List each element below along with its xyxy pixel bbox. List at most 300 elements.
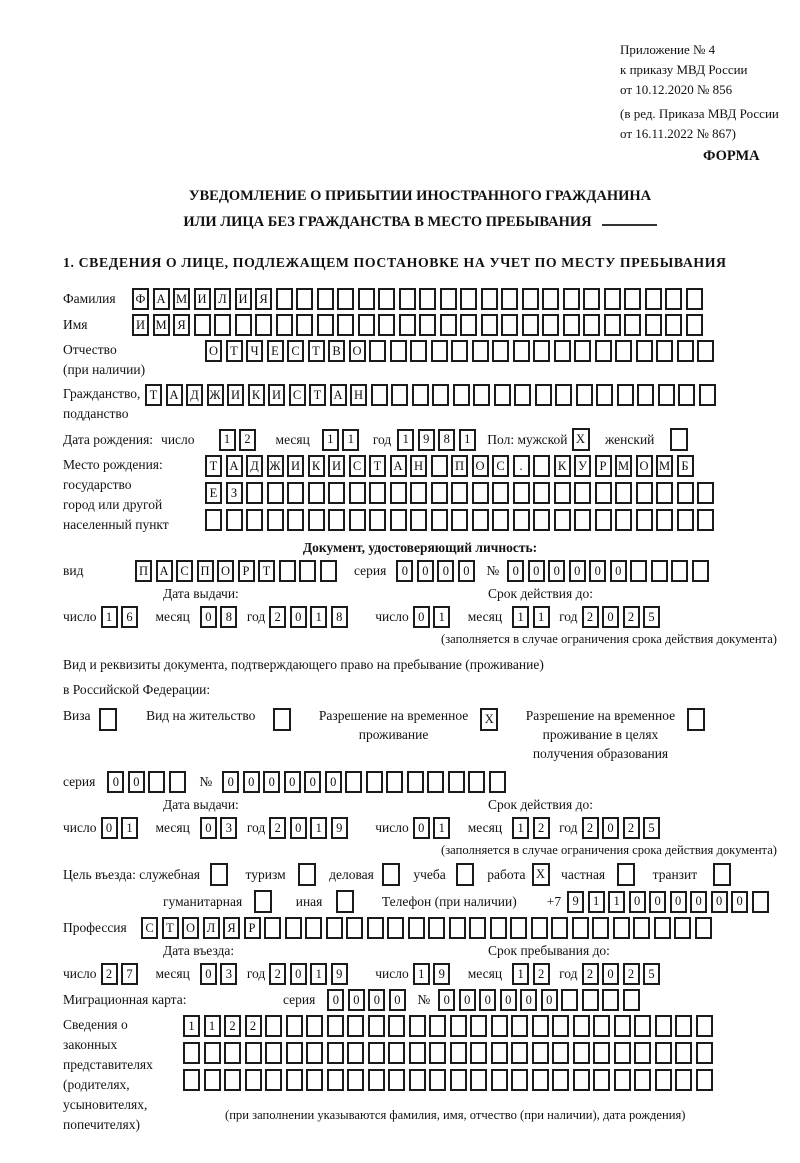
char-cell[interactable]: 0 — [569, 560, 586, 582]
char-cell[interactable]: К — [554, 455, 571, 477]
char-cell[interactable]: П — [451, 455, 468, 477]
char-cell[interactable] — [255, 314, 272, 336]
char-cell[interactable]: 2 — [269, 963, 286, 985]
char-cell[interactable] — [412, 384, 429, 406]
char-cell[interactable] — [624, 288, 641, 310]
char-cell[interactable] — [582, 989, 599, 1011]
char-cell[interactable] — [326, 917, 343, 939]
char-cell[interactable] — [285, 917, 302, 939]
char-cell[interactable] — [428, 917, 445, 939]
char-cell[interactable] — [345, 771, 362, 793]
char-cell[interactable]: Ж — [267, 455, 284, 477]
char-cell[interactable] — [337, 288, 354, 310]
char-cell[interactable] — [327, 1042, 344, 1064]
char-cell[interactable] — [532, 1069, 549, 1091]
char-cell[interactable] — [204, 1069, 221, 1091]
char-cell[interactable]: 1 — [588, 891, 605, 913]
char-cell[interactable] — [204, 1042, 221, 1064]
char-cell[interactable] — [552, 1042, 569, 1064]
char-cell[interactable]: 0 — [711, 891, 728, 913]
char-cell[interactable] — [595, 509, 612, 531]
char-cell[interactable] — [583, 314, 600, 336]
char-cell[interactable] — [450, 1042, 467, 1064]
char-cell[interactable]: Е — [267, 340, 284, 362]
char-cell[interactable] — [513, 340, 530, 362]
char-cell[interactable] — [183, 1069, 200, 1091]
char-cell[interactable]: 0 — [101, 817, 118, 839]
char-cell[interactable]: 0 — [290, 817, 307, 839]
char-cell[interactable] — [473, 384, 490, 406]
char-cell[interactable] — [630, 560, 647, 582]
char-cell[interactable] — [602, 989, 619, 1011]
char-cell[interactable] — [347, 1042, 364, 1064]
char-cell[interactable] — [522, 314, 539, 336]
char-cell[interactable] — [235, 314, 252, 336]
char-cell[interactable] — [382, 863, 400, 886]
char-cell[interactable]: Н — [350, 384, 367, 406]
char-cell[interactable]: 2 — [239, 429, 256, 451]
char-cell[interactable] — [410, 340, 427, 362]
char-cell[interactable] — [511, 1015, 528, 1037]
char-cell[interactable] — [369, 340, 386, 362]
char-cell[interactable]: Л — [214, 288, 231, 310]
char-cell[interactable]: И — [235, 288, 252, 310]
char-cell[interactable]: С — [287, 340, 304, 362]
char-cell[interactable] — [552, 1015, 569, 1037]
char-cell[interactable]: 8 — [331, 606, 348, 628]
char-cell[interactable]: 0 — [413, 817, 430, 839]
char-cell[interactable] — [468, 771, 485, 793]
char-cell[interactable]: Б — [677, 455, 694, 477]
char-cell[interactable]: Т — [145, 384, 162, 406]
char-cell[interactable]: Л — [203, 917, 220, 939]
char-cell[interactable] — [573, 1015, 590, 1037]
char-cell[interactable] — [349, 509, 366, 531]
char-cell[interactable]: Т — [308, 340, 325, 362]
char-cell[interactable] — [429, 1015, 446, 1037]
char-cell[interactable]: 2 — [224, 1015, 241, 1037]
char-cell[interactable] — [469, 917, 486, 939]
char-cell[interactable] — [449, 917, 466, 939]
char-cell[interactable] — [533, 509, 550, 531]
char-cell[interactable] — [286, 1015, 303, 1037]
char-cell[interactable]: 7 — [121, 963, 138, 985]
char-cell[interactable] — [408, 917, 425, 939]
char-cell[interactable]: 1 — [121, 817, 138, 839]
char-cell[interactable] — [450, 1015, 467, 1037]
char-cell[interactable] — [264, 917, 281, 939]
char-cell[interactable] — [226, 509, 243, 531]
char-cell[interactable]: 1 — [310, 963, 327, 985]
char-cell[interactable]: 0 — [500, 989, 517, 1011]
char-cell[interactable]: 0 — [396, 560, 413, 582]
char-cell[interactable] — [431, 340, 448, 362]
char-cell[interactable] — [429, 1069, 446, 1091]
char-cell[interactable] — [492, 340, 509, 362]
char-cell[interactable]: 1 — [433, 606, 450, 628]
char-cell[interactable]: Д — [246, 455, 263, 477]
char-cell[interactable] — [492, 509, 509, 531]
char-cell[interactable]: М — [615, 455, 632, 477]
char-cell[interactable]: Я — [173, 314, 190, 336]
char-cell[interactable]: 0 — [731, 891, 748, 913]
char-cell[interactable] — [692, 560, 709, 582]
char-cell[interactable] — [678, 384, 695, 406]
char-cell[interactable] — [298, 863, 316, 886]
char-cell[interactable] — [328, 482, 345, 504]
char-cell[interactable]: К — [308, 455, 325, 477]
char-cell[interactable] — [99, 708, 117, 731]
char-cell[interactable] — [554, 509, 571, 531]
char-cell[interactable]: . — [513, 455, 530, 477]
char-cell[interactable] — [148, 771, 165, 793]
char-cell[interactable]: С — [289, 384, 306, 406]
char-cell[interactable] — [489, 771, 506, 793]
char-cell[interactable] — [317, 288, 334, 310]
char-cell[interactable] — [287, 482, 304, 504]
char-cell[interactable] — [675, 1069, 692, 1091]
char-cell[interactable] — [686, 314, 703, 336]
char-cell[interactable]: 0 — [263, 771, 280, 793]
char-cell[interactable] — [470, 1069, 487, 1091]
char-cell[interactable] — [386, 771, 403, 793]
char-cell[interactable]: 0 — [670, 891, 687, 913]
char-cell[interactable]: 0 — [548, 560, 565, 582]
char-cell[interactable] — [563, 314, 580, 336]
char-cell[interactable] — [183, 1042, 200, 1064]
char-cell[interactable] — [604, 314, 621, 336]
char-cell[interactable] — [510, 917, 527, 939]
char-cell[interactable]: 1 — [512, 963, 529, 985]
char-cell[interactable]: 1 — [310, 817, 327, 839]
char-cell[interactable]: 0 — [589, 560, 606, 582]
char-cell[interactable]: 0 — [325, 771, 342, 793]
char-cell[interactable]: 5 — [643, 606, 660, 628]
char-cell[interactable] — [267, 482, 284, 504]
char-cell[interactable] — [470, 1015, 487, 1037]
char-cell[interactable] — [472, 509, 489, 531]
char-cell[interactable] — [378, 314, 395, 336]
char-cell[interactable] — [511, 1069, 528, 1091]
char-cell[interactable]: 0 — [200, 606, 217, 628]
char-cell[interactable]: Д — [186, 384, 203, 406]
char-cell[interactable]: О — [472, 455, 489, 477]
char-cell[interactable]: Т — [309, 384, 326, 406]
char-cell[interactable] — [286, 1069, 303, 1091]
char-cell[interactable] — [390, 482, 407, 504]
char-cell[interactable] — [677, 509, 694, 531]
char-cell[interactable] — [645, 314, 662, 336]
char-cell[interactable]: 2 — [269, 606, 286, 628]
char-cell[interactable]: В — [328, 340, 345, 362]
char-cell[interactable] — [245, 1069, 262, 1091]
char-cell[interactable] — [347, 1015, 364, 1037]
char-cell[interactable] — [440, 288, 457, 310]
char-cell[interactable]: 0 — [200, 817, 217, 839]
char-cell[interactable] — [671, 560, 688, 582]
char-cell[interactable] — [388, 1042, 405, 1064]
char-cell[interactable]: И — [328, 455, 345, 477]
char-cell[interactable] — [531, 917, 548, 939]
char-cell[interactable]: 2 — [245, 1015, 262, 1037]
char-cell[interactable]: 9 — [433, 963, 450, 985]
char-cell[interactable]: 1 — [533, 606, 550, 628]
char-cell[interactable]: 1 — [101, 606, 118, 628]
char-cell[interactable] — [306, 1042, 323, 1064]
char-cell[interactable] — [687, 708, 705, 731]
char-cell[interactable]: 0 — [458, 560, 475, 582]
char-cell[interactable] — [615, 509, 632, 531]
char-cell[interactable]: 0 — [417, 560, 434, 582]
char-cell[interactable] — [674, 917, 691, 939]
char-cell[interactable]: 2 — [582, 606, 599, 628]
char-cell[interactable] — [624, 314, 641, 336]
char-cell[interactable] — [713, 863, 731, 886]
char-cell[interactable] — [453, 384, 470, 406]
char-cell[interactable] — [419, 288, 436, 310]
char-cell[interactable]: 2 — [101, 963, 118, 985]
char-cell[interactable] — [655, 1069, 672, 1091]
char-cell[interactable]: С — [176, 560, 193, 582]
char-cell[interactable] — [542, 288, 559, 310]
char-cell[interactable] — [623, 989, 640, 1011]
char-cell[interactable]: 1 — [342, 429, 359, 451]
char-cell[interactable]: 0 — [610, 560, 627, 582]
char-cell[interactable] — [358, 314, 375, 336]
char-cell[interactable] — [409, 1042, 426, 1064]
char-cell[interactable] — [697, 509, 714, 531]
char-cell[interactable] — [460, 288, 477, 310]
char-cell[interactable]: 1 — [413, 963, 430, 985]
char-cell[interactable] — [656, 340, 673, 362]
char-cell[interactable]: 9 — [331, 963, 348, 985]
char-cell[interactable] — [554, 482, 571, 504]
char-cell[interactable]: X — [572, 428, 590, 451]
char-cell[interactable] — [697, 340, 714, 362]
char-cell[interactable] — [656, 482, 673, 504]
char-cell[interactable] — [533, 340, 550, 362]
char-cell[interactable]: 1 — [608, 891, 625, 913]
char-cell[interactable]: И — [287, 455, 304, 477]
char-cell[interactable]: 0 — [479, 989, 496, 1011]
char-cell[interactable] — [654, 917, 671, 939]
char-cell[interactable]: 2 — [533, 817, 550, 839]
char-cell[interactable] — [369, 509, 386, 531]
char-cell[interactable] — [267, 509, 284, 531]
char-cell[interactable] — [308, 482, 325, 504]
char-cell[interactable] — [286, 1042, 303, 1064]
char-cell[interactable]: 0 — [528, 560, 545, 582]
char-cell[interactable] — [665, 314, 682, 336]
char-cell[interactable] — [320, 560, 337, 582]
char-cell[interactable] — [574, 340, 591, 362]
char-cell[interactable] — [308, 509, 325, 531]
char-cell[interactable]: М — [173, 288, 190, 310]
char-cell[interactable] — [410, 509, 427, 531]
char-cell[interactable]: Т — [369, 455, 386, 477]
char-cell[interactable]: 6 — [121, 606, 138, 628]
char-cell[interactable]: 1 — [183, 1015, 200, 1037]
char-cell[interactable]: И — [268, 384, 285, 406]
char-cell[interactable]: 1 — [512, 817, 529, 839]
char-cell[interactable] — [328, 509, 345, 531]
char-cell[interactable]: Я — [255, 288, 272, 310]
char-cell[interactable] — [614, 1042, 631, 1064]
char-cell[interactable]: П — [197, 560, 214, 582]
char-cell[interactable]: С — [141, 917, 158, 939]
char-cell[interactable] — [637, 384, 654, 406]
char-cell[interactable]: 0 — [290, 606, 307, 628]
char-cell[interactable] — [697, 482, 714, 504]
char-cell[interactable]: 0 — [520, 989, 537, 1011]
char-cell[interactable] — [427, 771, 444, 793]
char-cell[interactable]: Н — [410, 455, 427, 477]
char-cell[interactable] — [574, 482, 591, 504]
char-cell[interactable]: А — [156, 560, 173, 582]
char-cell[interactable] — [634, 1015, 651, 1037]
char-cell[interactable] — [573, 1042, 590, 1064]
char-cell[interactable]: Т — [205, 455, 222, 477]
char-cell[interactable] — [407, 771, 424, 793]
char-cell[interactable] — [655, 1042, 672, 1064]
char-cell[interactable]: 0 — [629, 891, 646, 913]
char-cell[interactable]: И — [132, 314, 149, 336]
char-cell[interactable]: 1 — [397, 429, 414, 451]
char-cell[interactable]: 8 — [438, 429, 455, 451]
char-cell[interactable] — [532, 1042, 549, 1064]
char-cell[interactable] — [327, 1015, 344, 1037]
char-cell[interactable] — [533, 482, 550, 504]
char-cell[interactable] — [429, 1042, 446, 1064]
char-cell[interactable]: Е — [205, 482, 222, 504]
char-cell[interactable] — [533, 455, 550, 477]
char-cell[interactable]: 9 — [418, 429, 435, 451]
char-cell[interactable]: 0 — [602, 817, 619, 839]
char-cell[interactable] — [448, 771, 465, 793]
char-cell[interactable] — [695, 917, 712, 939]
char-cell[interactable] — [658, 384, 675, 406]
char-cell[interactable] — [432, 384, 449, 406]
char-cell[interactable]: А — [330, 384, 347, 406]
char-cell[interactable] — [593, 1042, 610, 1064]
char-cell[interactable] — [596, 384, 613, 406]
char-cell[interactable] — [336, 890, 354, 913]
char-cell[interactable]: 3 — [220, 817, 237, 839]
char-cell[interactable] — [491, 1069, 508, 1091]
char-cell[interactable]: 2 — [623, 606, 640, 628]
char-cell[interactable] — [296, 288, 313, 310]
char-cell[interactable]: О — [182, 917, 199, 939]
char-cell[interactable] — [368, 1042, 385, 1064]
char-cell[interactable] — [276, 314, 293, 336]
char-cell[interactable] — [378, 288, 395, 310]
char-cell[interactable] — [636, 509, 653, 531]
char-cell[interactable] — [273, 708, 291, 731]
char-cell[interactable] — [551, 917, 568, 939]
char-cell[interactable] — [337, 314, 354, 336]
char-cell[interactable] — [494, 384, 511, 406]
char-cell[interactable] — [367, 917, 384, 939]
char-cell[interactable] — [595, 482, 612, 504]
char-cell[interactable]: И — [194, 288, 211, 310]
char-cell[interactable] — [419, 314, 436, 336]
char-cell[interactable]: 1 — [219, 429, 236, 451]
char-cell[interactable]: И — [227, 384, 244, 406]
char-cell[interactable]: 0 — [541, 989, 558, 1011]
char-cell[interactable]: 0 — [284, 771, 301, 793]
char-cell[interactable] — [514, 384, 531, 406]
char-cell[interactable] — [665, 288, 682, 310]
char-cell[interactable] — [634, 1042, 651, 1064]
char-cell[interactable] — [481, 314, 498, 336]
char-cell[interactable] — [205, 509, 222, 531]
char-cell[interactable] — [615, 340, 632, 362]
char-cell[interactable] — [409, 1015, 426, 1037]
char-cell[interactable]: 0 — [243, 771, 260, 793]
char-cell[interactable] — [451, 509, 468, 531]
char-cell[interactable] — [246, 482, 263, 504]
char-cell[interactable] — [371, 384, 388, 406]
char-cell[interactable]: О — [349, 340, 366, 362]
char-cell[interactable] — [440, 314, 457, 336]
char-cell[interactable] — [563, 288, 580, 310]
char-cell[interactable]: Р — [595, 455, 612, 477]
char-cell[interactable] — [450, 1069, 467, 1091]
char-cell[interactable] — [617, 384, 634, 406]
char-cell[interactable] — [636, 340, 653, 362]
char-cell[interactable]: 1 — [433, 817, 450, 839]
char-cell[interactable]: 0 — [690, 891, 707, 913]
char-cell[interactable] — [576, 384, 593, 406]
char-cell[interactable]: 0 — [459, 989, 476, 1011]
char-cell[interactable] — [327, 1069, 344, 1091]
char-cell[interactable] — [574, 509, 591, 531]
char-cell[interactable] — [573, 1069, 590, 1091]
char-cell[interactable]: Т — [258, 560, 275, 582]
char-cell[interactable] — [595, 340, 612, 362]
char-cell[interactable] — [224, 1042, 241, 1064]
char-cell[interactable] — [490, 917, 507, 939]
char-cell[interactable] — [615, 482, 632, 504]
char-cell[interactable] — [472, 340, 489, 362]
char-cell[interactable] — [390, 509, 407, 531]
char-cell[interactable] — [633, 917, 650, 939]
char-cell[interactable] — [431, 482, 448, 504]
char-cell[interactable]: Т — [162, 917, 179, 939]
char-cell[interactable]: Ф — [132, 288, 149, 310]
char-cell[interactable] — [366, 771, 383, 793]
char-cell[interactable] — [347, 1069, 364, 1091]
char-cell[interactable] — [368, 1015, 385, 1037]
char-cell[interactable] — [287, 509, 304, 531]
char-cell[interactable] — [492, 482, 509, 504]
char-cell[interactable] — [246, 509, 263, 531]
char-cell[interactable] — [305, 917, 322, 939]
char-cell[interactable]: 5 — [643, 817, 660, 839]
char-cell[interactable] — [522, 288, 539, 310]
char-cell[interactable] — [542, 314, 559, 336]
char-cell[interactable]: 2 — [533, 963, 550, 985]
char-cell[interactable] — [593, 1069, 610, 1091]
char-cell[interactable] — [317, 314, 334, 336]
char-cell[interactable]: 1 — [459, 429, 476, 451]
char-cell[interactable] — [410, 482, 427, 504]
char-cell[interactable] — [636, 482, 653, 504]
char-cell[interactable]: Я — [223, 917, 240, 939]
char-cell[interactable] — [390, 340, 407, 362]
char-cell[interactable] — [388, 1069, 405, 1091]
char-cell[interactable] — [224, 1069, 241, 1091]
